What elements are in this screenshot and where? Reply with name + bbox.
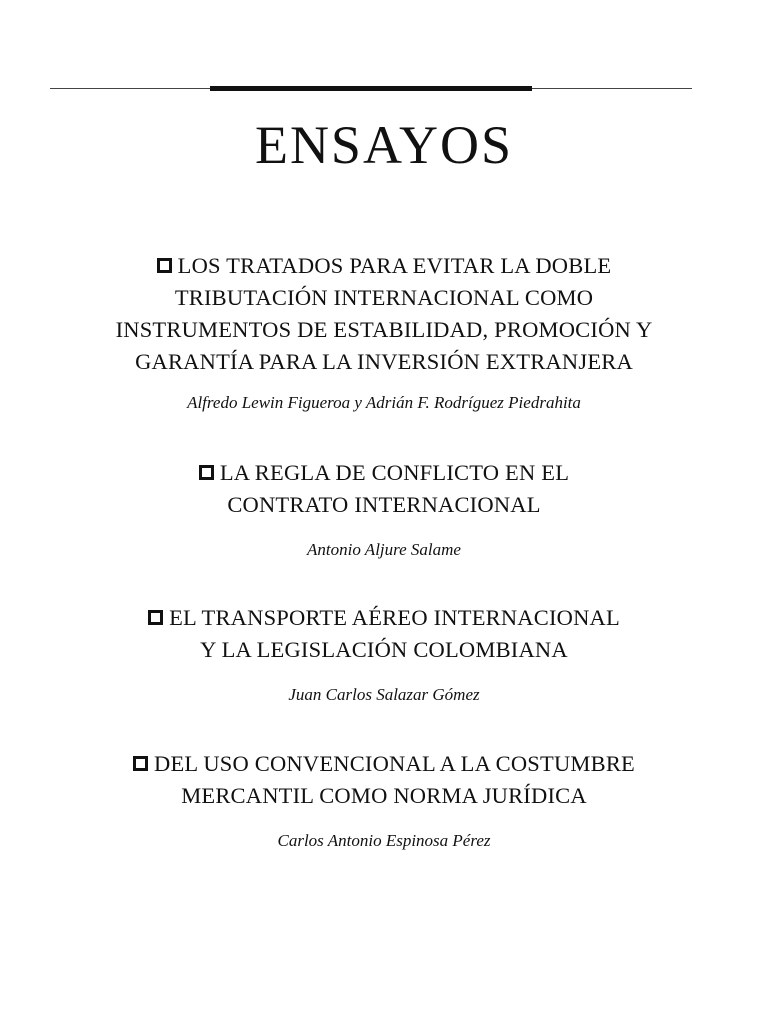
essay-author: Alfredo Lewin Figueroa y Adrián F. Rodríguez Piedrahita [187,393,581,412]
essay-title-line: TRIBUTACIÓN INTERNACIONAL COMO [174,285,594,310]
essay-title-line: LOS TRATADOS PARA EVITAR LA DOBLE [40,250,728,282]
page-title: ENSAYOS [254,115,514,175]
essay-title [40,457,728,521]
essay-title-line: DEL USO CONVENCIONAL A LA COSTUMBRE [40,748,728,780]
essay-title [40,250,728,378]
essay-entry [40,748,728,852]
essay-author: Carlos Antonio Espinosa Pérez [277,831,491,850]
essay-title-line: INSTRUMENTOS DE ESTABILIDAD, PROMOCIÓN Y [115,317,653,342]
essay-title-line: Y LA LEGISLACIÓN COLOMBIANA [200,637,568,662]
square-bullet-icon [157,258,172,273]
essay-entry [40,602,728,706]
header-rule-thick [210,86,532,91]
essay-title-line: MERCANTIL COMO NORMA JURÍDICA [181,783,587,808]
essay-title [40,602,728,666]
square-bullet-icon [133,756,148,771]
essay-title-line: CONTRATO INTERNACIONAL [227,492,541,517]
essay-entry [40,250,728,414]
essay-title-line: EL TRANSPORTE AÉREO INTERNACIONAL [40,602,728,634]
essay-title-line: LA REGLA DE CONFLICTO EN EL [40,457,728,489]
essay-title-line: GARANTÍA PARA LA INVERSIÓN EXTRANJERA [135,349,633,374]
essay-author: Antonio Aljure Salame [307,540,461,559]
square-bullet-icon [199,465,214,480]
essay-title [40,748,728,812]
essay-entry [40,457,728,561]
essay-author: Juan Carlos Salazar Gómez [288,685,480,704]
square-bullet-icon [148,610,163,625]
